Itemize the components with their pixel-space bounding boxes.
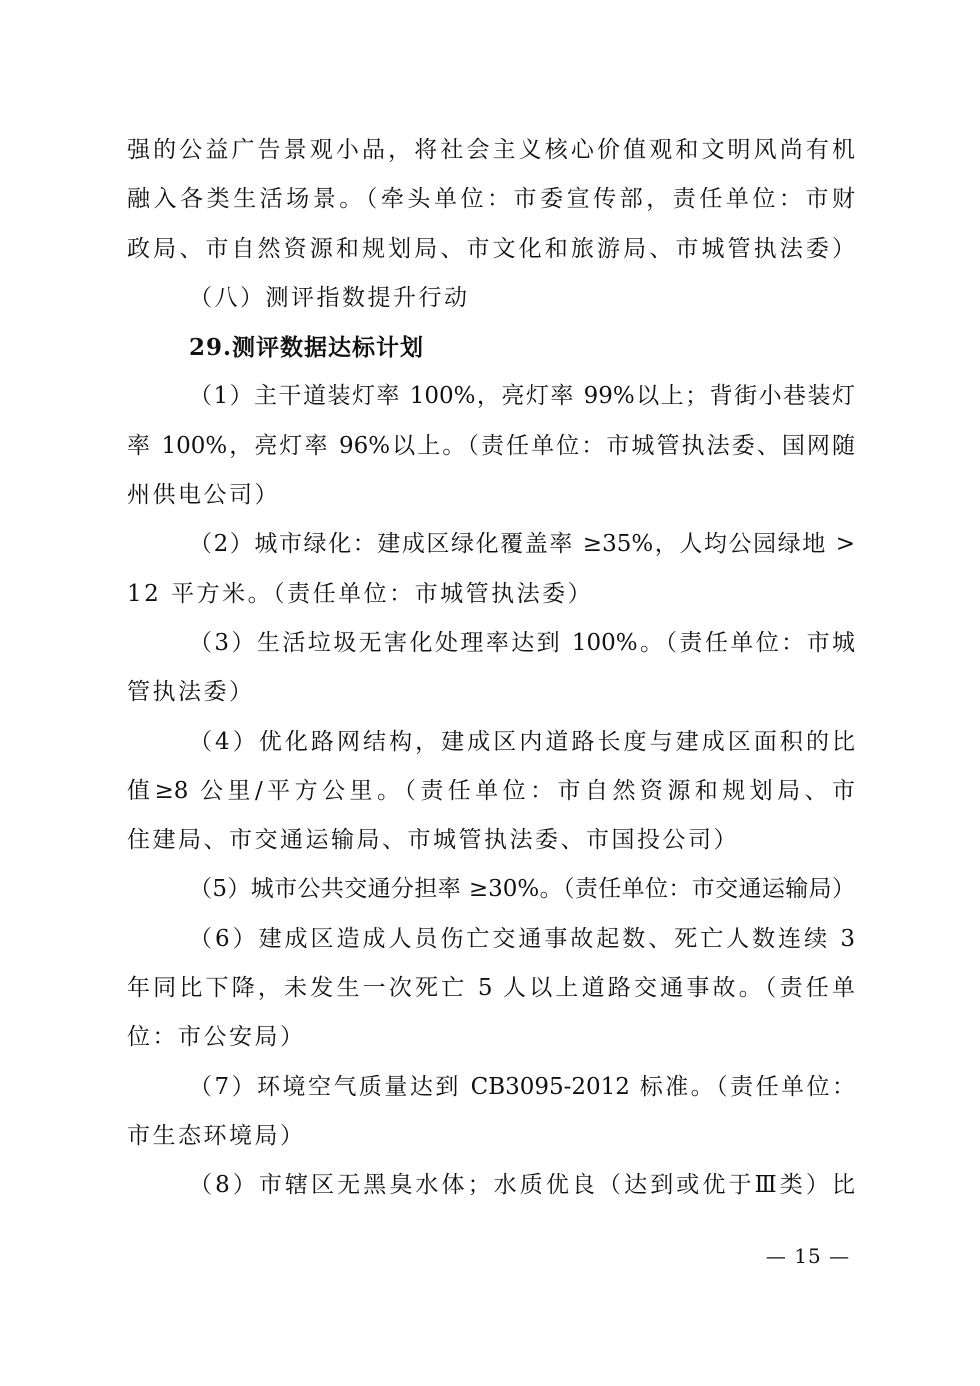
item-3-line-2: 管执法委） — [127, 679, 255, 706]
item-1-line-1: （1）主干道装灯率 100%，亮灯率 99%以上；背街小巷装灯 — [189, 383, 855, 410]
page-number: — 15 — — [765, 1244, 851, 1268]
item-1-line-2: 率 100%，亮灯率 96%以上。（责任单位：市城管执法委、国网随 — [127, 432, 855, 459]
item-4-line-1: （4）优化路网结构，建成区内道路长度与建成区面积的比 — [189, 728, 855, 755]
item-3-line-1: （3）生活垃圾无害化处理率达到 100%。（责任单位：市城 — [189, 629, 855, 656]
section-heading-8: （八）测评指数提升行动 — [189, 284, 470, 311]
plan-heading-29: 29.测评数据达标计划 — [189, 334, 425, 362]
item-5-line-1: （5）城市公共交通分担率 ≥30%。（责任单位：市交通运输局） — [189, 876, 855, 903]
item-8-line-1: （8）市辖区无黑臭水体；水质优良（达到或优于Ⅲ类）比 — [189, 1172, 855, 1199]
text-line-1: 强的公益广告景观小品，将社会主义核心价值观和文明风尚有机 — [127, 137, 855, 163]
text-line-3: 政局、市自然资源和规划局、市文化和旅游局、市城管执法委） — [127, 235, 855, 262]
item-4-line-2: 值≥8 公里/平方公里。（责任单位：市自然资源和规划局、市 — [127, 777, 855, 804]
item-4-line-3: 住建局、市交通运输局、市城管执法委、市国投公司） — [127, 827, 739, 854]
item-2-line-2: 12 平方米。（责任单位：市城管执法委） — [127, 580, 594, 607]
item-2-line-1: （2）城市绿化：建成区绿化覆盖率 ≥35%，人均公园绿地 > — [189, 531, 855, 558]
item-6-line-1: （6）建成区造成人员伤亡交通事故起数、死亡人数连续 3 — [189, 925, 855, 952]
item-6-line-2: 年同比下降，未发生一次死亡 5 人以上道路交通事故。（责任单 — [127, 975, 855, 1002]
item-7-line-2: 市生态环境局） — [127, 1122, 306, 1149]
item-1-line-3: 州供电公司） — [127, 482, 280, 509]
document-body — [127, 126, 855, 1211]
item-6-line-3: 位：市公安局） — [127, 1024, 306, 1051]
item-7-line-1: （7）环境空气质量达到 CB3095-2012 标准。（责任单位： — [189, 1073, 855, 1100]
text-line-2: 融入各类生活场景。（牵头单位：市委宣传部，责任单位：市财 — [127, 186, 855, 213]
